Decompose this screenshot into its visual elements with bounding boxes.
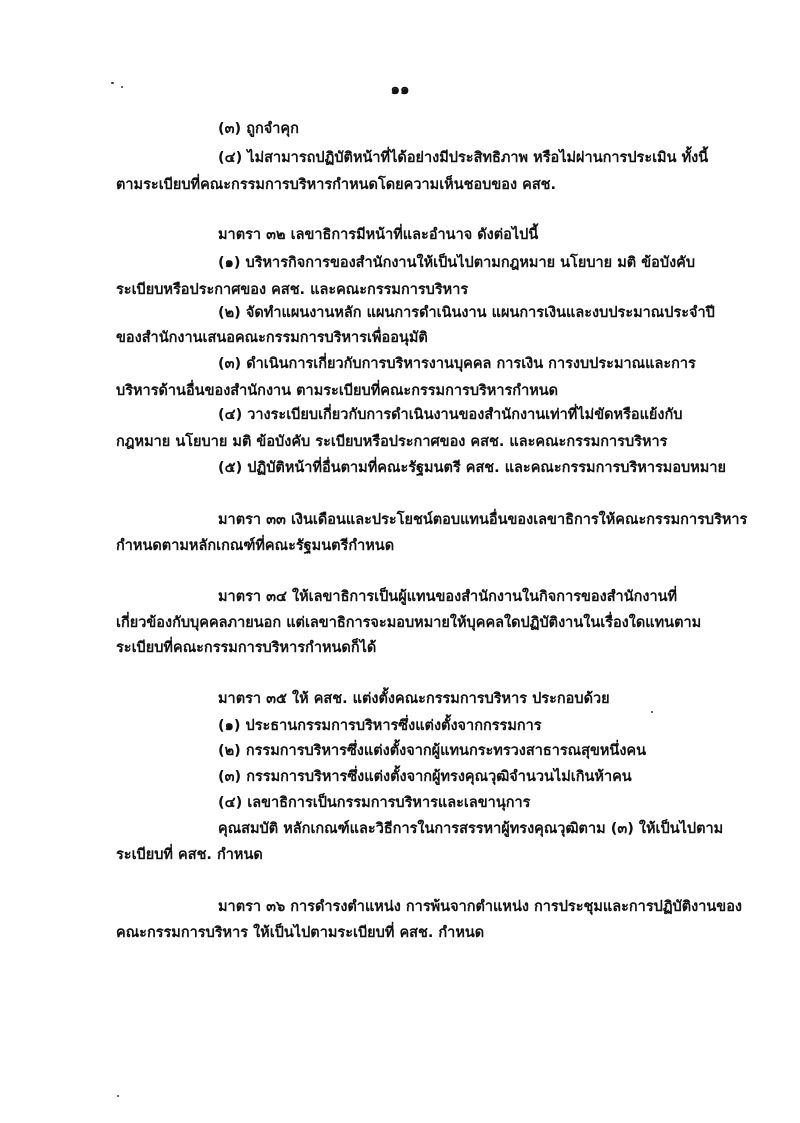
text-line: (๔) เลขาธิการเป็นกรรมการบริหารและเลขานุการ <box>218 795 531 811</box>
page-number: ๑๑ <box>390 80 410 98</box>
text-line: มาตรา ๓๕ ให้ คสช. แต่งตั้งคณะกรรมการบริหาร ประกอบด้วย <box>218 691 610 707</box>
text-line: ระเบียบที่คณะกรรมการบริหารกำหนดก็ได้ <box>116 640 377 656</box>
text-line: (๓) ถูกจำคุก <box>218 121 299 137</box>
text-line: ระเบียบที่ คสช. กำหนด <box>116 847 263 863</box>
text-line: มาตรา ๓๔ ให้เลขาธิการเป็นผู้แทนของสำนักงานในกิจการของสำนักงานที่ <box>218 589 678 605</box>
text-line: กฎหมาย นโยบาย มติ ข้อบังคับ ระเบียบหรือประกาศของ คสช. และคณะกรรมการบริหาร <box>116 434 668 450</box>
text-line: (๓) ดำเนินการเกี่ยวกับการบริหารงานบุคคล การเงิน การงบประมาณและการ <box>218 356 696 372</box>
text-line: มาตรา ๓๒ เลขาธิการมีหน้าที่และอำนาจ ดังต่อไปนี้ <box>218 227 539 243</box>
scan-speck <box>111 82 114 84</box>
text-line: (๕) ปฏิบัติหน้าที่อื่นตามที่คณะรัฐมนตรี คสช. และคณะกรรมการบริหารมอบหมาย <box>218 460 726 476</box>
text-line: เกี่ยวข้องกับบุคคลภายนอก แต่เลขาธิการจะมอบหมายให้บุคคลใดปฏิบัติงานในเรื่องใดแทนตาม <box>116 615 702 631</box>
text-line: คุณสมบัติ หลักเกณฑ์และวิธีการในการสรรหาผู้ทรงคุณวุฒิตาม (๓) ให้เป็นไปตาม <box>218 821 724 837</box>
text-line: (๑) ประธานกรรมการบริหารซึ่งแต่งตั้งจากกรรมการ <box>218 718 542 734</box>
scan-speck <box>651 711 653 713</box>
text-line: มาตรา ๓๖ การดำรงตำแหน่ง การพ้นจากตำแหน่ง การประชุมและการปฏิบัติงานของ <box>218 899 743 915</box>
text-line: คณะกรรมการบริหาร ให้เป็นไปตามระเบียบที่ คสช. กำหนด <box>116 925 485 941</box>
text-line: (๑) บริหารกิจการของสำนักงานให้เป็นไปตามกฎหมาย นโยบาย มติ ข้อบังคับ <box>218 255 696 271</box>
text-line: ตามระเบียบที่คณะกรรมการบริหารกำหนดโดยความเห็นชอบของ คสช. <box>116 177 557 193</box>
text-line: (๒) จัดทำแผนงานหลัก แผนการดำเนินงาน แผนการเงินและงบประมาณประจำปี <box>218 305 715 321</box>
text-line: ของสำนักงานเสนอคณะกรรมการบริหารเพื่ออนุมัติ <box>116 330 428 346</box>
scan-speck <box>117 1095 119 1097</box>
text-line: (๔) ไม่สามารถปฏิบัติหน้าที่ได้อย่างมีประสิทธิภาพ หรือไม่ผ่านการประเมิน ทั้งนี้ <box>218 150 709 166</box>
text-line: (๔) วางระเบียบเกี่ยวกับการดำเนินงานของสำนักงานเท่าที่ไม่ขัดหรือแย้งกับ <box>218 407 683 423</box>
text-line: มาตรา ๓๓ เงินเดือนและประโยชน์ตอบแทนอื่นของเลขาธิการให้คณะกรรมการบริหาร <box>218 512 748 528</box>
text-line: ระเบียบหรือประกาศของ คสช. และคณะกรรมการบริหาร <box>116 282 469 298</box>
scan-speck <box>121 86 123 88</box>
text-line: กำหนดตามหลักเกณฑ์ที่คณะรัฐมนตรีกำหนด <box>116 538 395 554</box>
text-line: บริหารด้านอื่นของสำนักงาน ตามระเบียบที่คณะกรรมการบริหารกำหนด <box>116 383 559 399</box>
text-line: (๓) กรรมการบริหารซึ่งแต่งตั้งจากผู้ทรงคุณวุฒิจำนวนไม่เกินห้าคน <box>218 769 632 785</box>
text-line: (๒) กรรมการบริหารซึ่งแต่งตั้งจากผู้แทนกระทรวงสาธารณสุขหนึ่งคน <box>218 743 647 759</box>
